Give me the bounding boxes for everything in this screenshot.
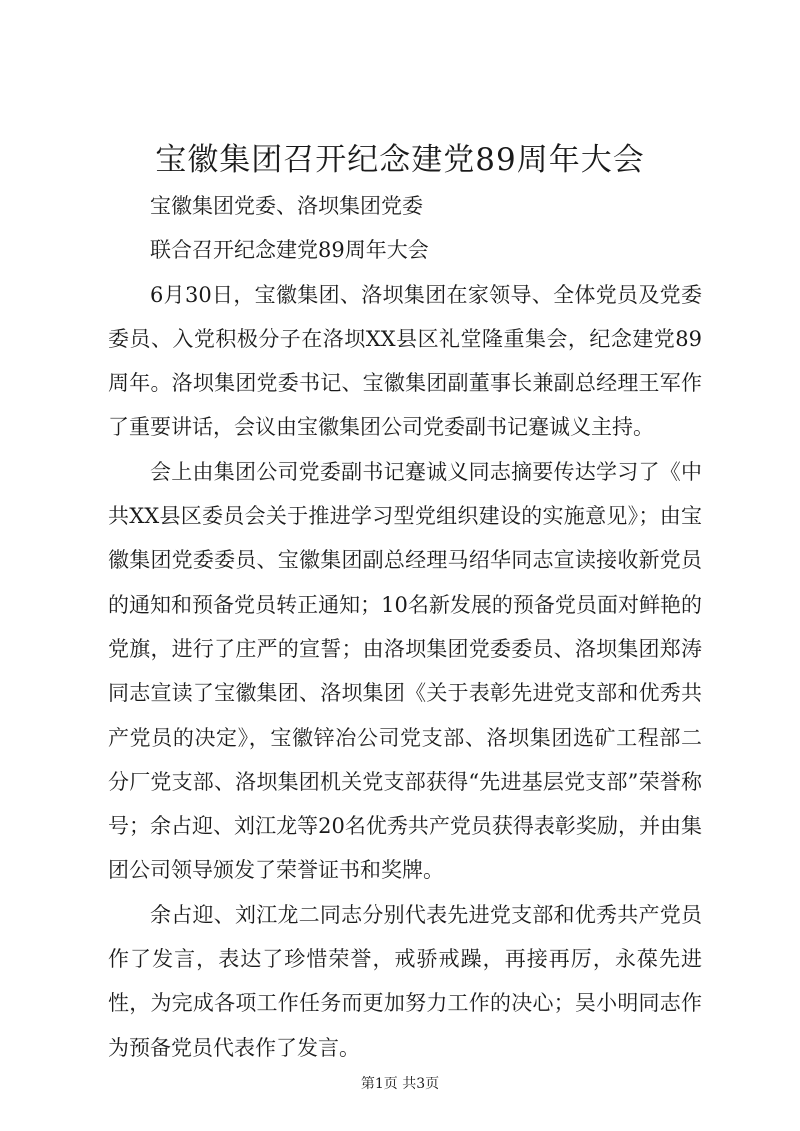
paragraph-speeches: 余占迎、刘江龙二同志分别代表先进党支部和优秀共产党员作了发言，表达了珍惜荣誉，戒骄戒躁，再接再厉，永葆先进性，为完成各项工作任务而更加努力工作的决心；吴小明同志作为预备党员代表作了发言。 xyxy=(108,902,702,1060)
paragraph-meeting-agenda: 会上由集团公司党委副书记蹇诚义同志摘要传达学习了《中共XX县区委员会关于推进学习型党组织建设的实施意见》；由宝徽集团党委委员、宝徽集团副总经理马绍华同志宣读接收新党员的通知和预备党员转正通知；10名新发展的预备党员面对鲜艳的党旗，进行了庄严的宣誓；由洛坝集团党委委员、洛坝集团郑涛同志宣读了宝徽集团、洛坝集团《关于表彰先进党支部和优秀共产党员的决定》，宝徽锌冶公司党支部、洛坝集团选矿工程部二分厂党支部、洛坝集团机关党支部获得“先进基层党支部”荣誉称号；余占迎、刘江龙等20名优秀共产党员获得表彰奖励，并由集团公司领导颁发了荣誉证书和奖牌。 xyxy=(108,459,702,883)
page-number-footer: 第1页 共3页 xyxy=(360,1076,440,1092)
paragraph-subtitle-line-2: 联合召开纪念建党89周年大会 xyxy=(150,238,429,263)
document-body xyxy=(108,184,702,1070)
paragraph-subtitle-line-1: 宝徽集团党委、洛坝集团党委 xyxy=(150,194,423,218)
paragraph-meeting-summary: 6月30日，宝徽集团、洛坝集团在家领导、全体党员及党委委员、入党积极分子在洛坝XX县区礼堂隆重集会，纪念建党89周年。洛坝集团党委书记、宝徽集团副董事长兼副总经理王军作了重要讲话，会议由宝徽集团公司党委副书记蹇诚义主持。 xyxy=(108,282,702,440)
document-title: 宝徽集团召开纪念建党89周年大会 xyxy=(155,142,645,178)
